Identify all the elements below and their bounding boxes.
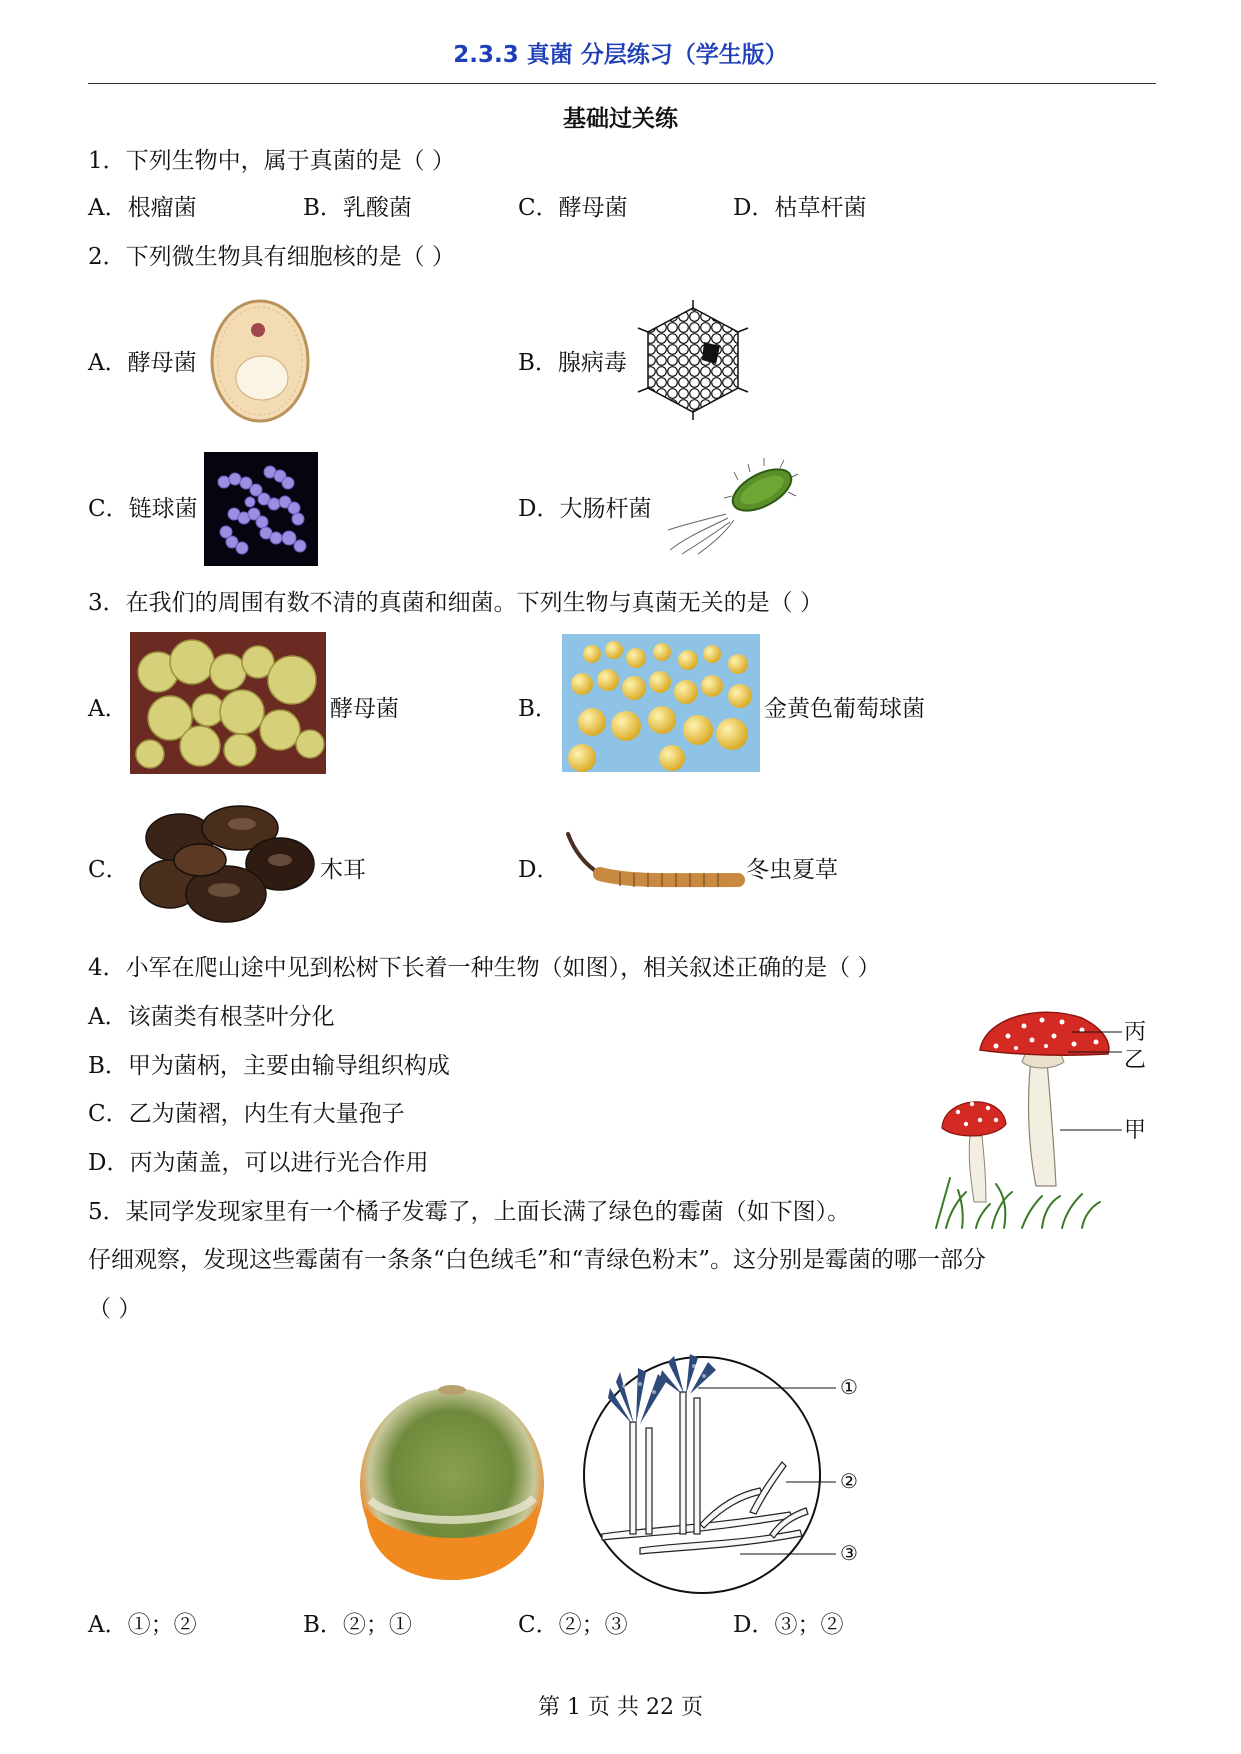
question-4-stem: 4．小军在爬山途中见到松树下长着一种生物（如图），相关叙述正确的是（ ）	[88, 955, 881, 981]
label-yi: 乙	[1124, 1048, 1147, 1073]
question-5-option-a[interactable]: A．①；②	[88, 1612, 197, 1638]
question-3-option-d-label: 冬虫夏草	[746, 857, 838, 883]
document-title: 2.3.3 真菌 分层练习（学生版）	[453, 42, 788, 68]
question-2-option-d[interactable]: D．大肠杆菌	[518, 496, 652, 522]
wood-ear-fungus-image	[130, 798, 318, 930]
mold-structure-diagram	[580, 1352, 880, 1598]
moldy-orange-image	[356, 1376, 548, 1582]
diagram-label-3: ③	[840, 1541, 858, 1565]
label-jia: 甲	[1124, 1118, 1147, 1143]
question-2-option-a[interactable]: A．酵母菌	[88, 350, 197, 376]
question-3-option-c-letter[interactable]: C．	[88, 857, 129, 883]
question-5-option-b[interactable]: B．②；①	[303, 1612, 412, 1638]
question-1-option-c[interactable]: C．酵母菌	[518, 195, 628, 221]
question-4-option-c[interactable]: C．乙为菌褶，内生有大量孢子	[88, 1101, 405, 1127]
question-1-option-d[interactable]: D．枯草杆菌	[733, 195, 867, 221]
question-1-option-b[interactable]: B．乳酸菌	[303, 195, 412, 221]
yeast-cell-image	[208, 298, 312, 424]
question-2-stem: 2．下列微生物具有细胞核的是（ ）	[88, 244, 455, 270]
question-5-stem-line-3: （ ）	[88, 1296, 142, 1322]
question-2-option-c[interactable]: C．链球菌	[88, 496, 198, 522]
staphylococcus-aureus-image	[562, 634, 760, 772]
cordyceps-image	[560, 830, 746, 900]
diagram-label-2: ②	[840, 1469, 858, 1493]
question-3-option-d-letter[interactable]: D．	[518, 857, 560, 883]
diagram-label-1: ①	[840, 1375, 858, 1399]
question-2-option-b[interactable]: B．腺病毒	[518, 350, 627, 376]
question-4-option-b[interactable]: B．甲为菌柄，主要由输导组织构成	[88, 1053, 450, 1079]
yeast-colony-image	[130, 632, 326, 774]
question-3-option-a-label: 酵母菌	[330, 696, 399, 722]
question-5-stem-line-1: 5．某同学发现家里有一个橘子发霉了，上面长满了绿色的霉菌（如下图）。	[88, 1199, 851, 1225]
question-3-option-c-label: 木耳	[320, 857, 366, 883]
label-bing: 丙	[1124, 1020, 1147, 1045]
streptococcus-image	[204, 452, 318, 566]
section-heading: 基础过关练	[563, 106, 678, 132]
question-5-option-c[interactable]: C．②；③	[518, 1612, 628, 1638]
question-5-option-d[interactable]: D．③；②	[733, 1612, 844, 1638]
title-divider	[88, 83, 1156, 84]
question-4-option-a[interactable]: A．该菌类有根茎叶分化	[88, 1004, 335, 1030]
question-1-stem: 1．下列生物中，属于真菌的是（ ）	[88, 148, 455, 174]
e-coli-image	[668, 458, 806, 556]
page-number: 第 1 页 共 22 页	[538, 1695, 703, 1720]
question-3-option-b-label: 金黄色葡萄球菌	[764, 696, 925, 722]
question-3-option-b-letter[interactable]: B．	[518, 696, 558, 722]
question-5-stem-line-2: 仔细观察，发现这些霉菌有一条条“白色绒毛”和“青绿色粉末”。这分别是霉菌的哪一部分	[88, 1247, 987, 1273]
question-4-option-d[interactable]: D．丙为菌盖，可以进行光合作用	[88, 1150, 429, 1176]
question-3-option-a-letter[interactable]: A．	[88, 696, 128, 722]
question-1-option-a[interactable]: A．根瘤菌	[88, 195, 197, 221]
adenovirus-image	[634, 300, 752, 420]
mushroom-label-lines	[1060, 1030, 1122, 1150]
question-3-stem: 3．在我们的周围有数不清的真菌和细菌。下列生物与真菌无关的是（ ）	[88, 590, 823, 616]
